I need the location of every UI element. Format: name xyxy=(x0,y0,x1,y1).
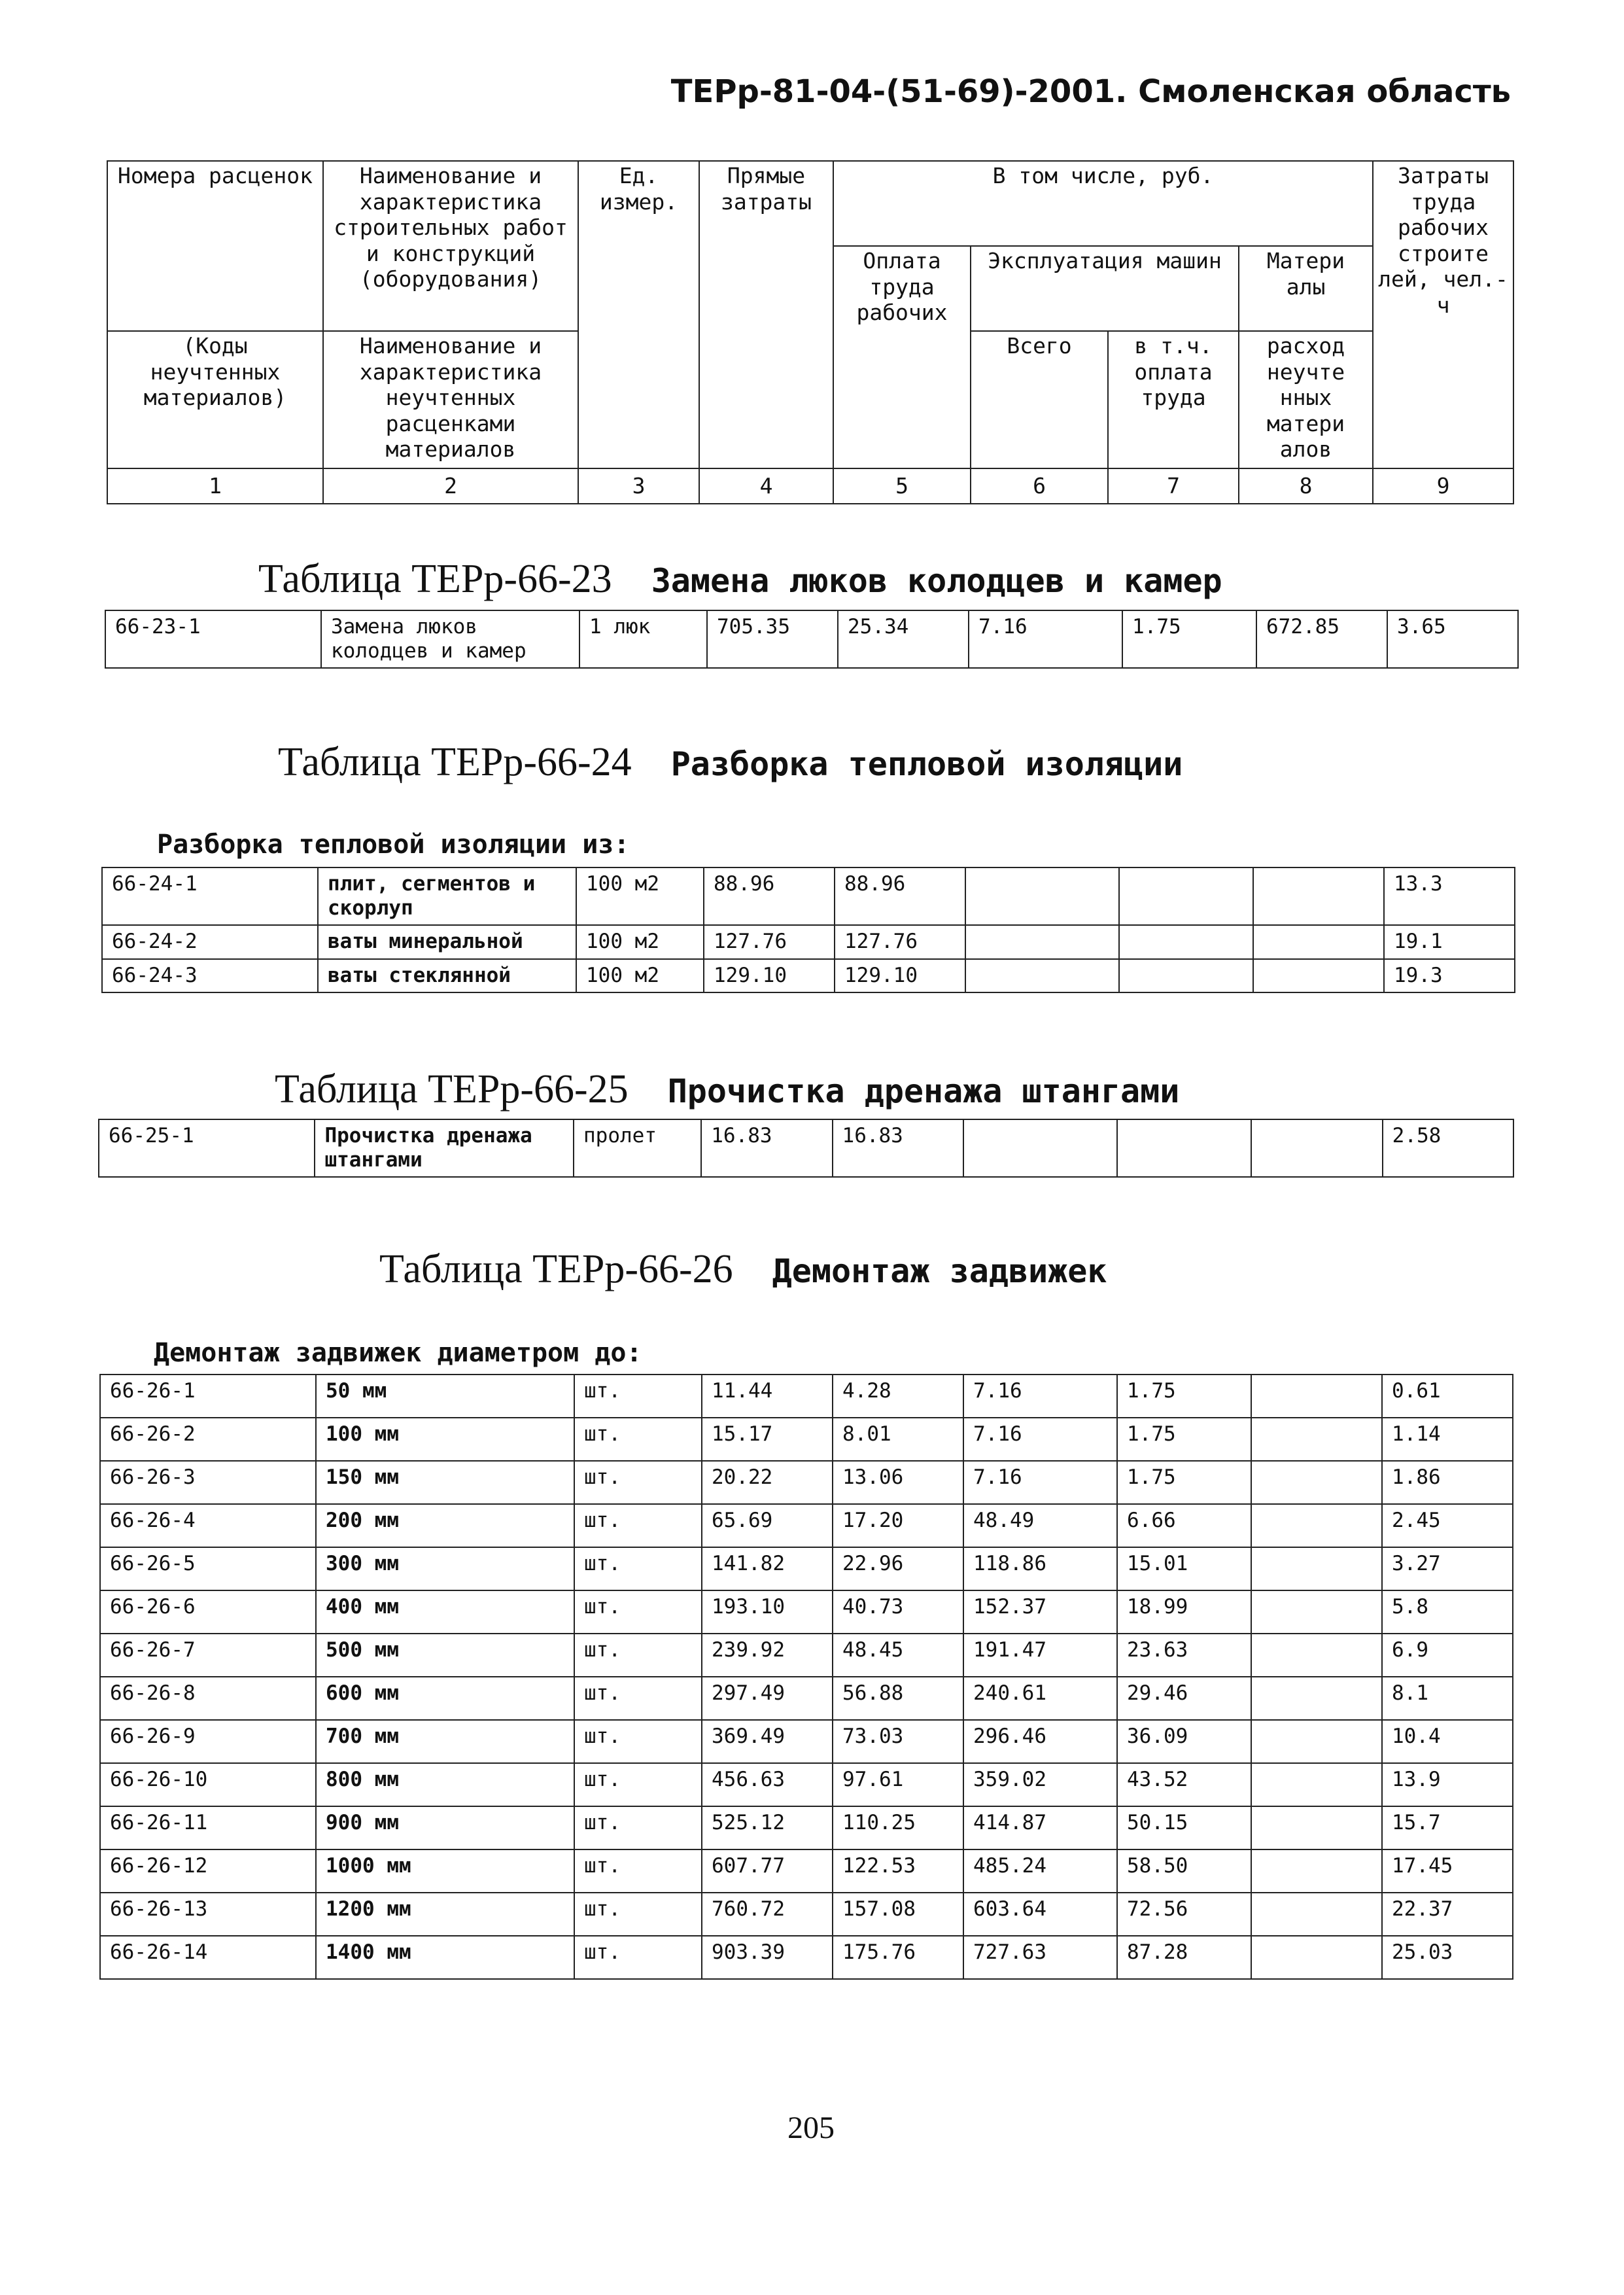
cell-mach-labor xyxy=(1117,1119,1251,1177)
cell-code: 66-26-1 xyxy=(100,1375,316,1418)
cell-mach-labor: 18.99 xyxy=(1117,1590,1251,1634)
col-number: 8 xyxy=(1239,468,1373,504)
cell-labor: 129.10 xyxy=(835,959,965,992)
cell-direct: 525.12 xyxy=(702,1806,833,1849)
cell-mat xyxy=(1251,1119,1382,1177)
col-header-machine-total: Всего xyxy=(971,331,1108,468)
cell-name: 200 мм xyxy=(316,1504,574,1547)
cell-code: 66-26-8 xyxy=(100,1677,316,1720)
cell-direct: 456.63 xyxy=(702,1763,833,1806)
cell-unit: пролет xyxy=(574,1119,701,1177)
cell-unit: шт. xyxy=(574,1547,702,1590)
cell-mat: 672.85 xyxy=(1256,610,1387,668)
col-header-unit: Ед. измер. xyxy=(578,161,699,468)
cell-hours: 25.03 xyxy=(1382,1936,1513,1979)
cell-labor: 175.76 xyxy=(833,1936,963,1979)
cell-name: 150 мм xyxy=(316,1461,574,1504)
cell-hours: 1.86 xyxy=(1382,1461,1513,1504)
cell-direct: 239.92 xyxy=(702,1634,833,1677)
cell-labor: 13.06 xyxy=(833,1461,963,1504)
cell-mat xyxy=(1251,1720,1382,1763)
cell-mach-labor: 6.66 xyxy=(1117,1504,1251,1547)
cell-labor: 88.96 xyxy=(835,867,965,925)
cell-mach-labor: 1.75 xyxy=(1122,610,1256,668)
cell-direct: 15.17 xyxy=(702,1418,833,1461)
cell-unit: 1 люк xyxy=(579,610,707,668)
cell-code: 66-24-2 xyxy=(102,925,318,958)
cell-mach: 414.87 xyxy=(963,1806,1117,1849)
table-subheading-66-26: Демонтаж задвижек диаметром до: xyxy=(154,1338,642,1368)
cell-mach: 7.16 xyxy=(969,610,1122,668)
table-title-right: Демонтаж задвижек xyxy=(772,1252,1107,1290)
table-title-left: Таблица ТЕРр-66-26 xyxy=(379,1247,733,1291)
cell-hours: 0.61 xyxy=(1382,1375,1513,1418)
cell-direct: 193.10 xyxy=(702,1590,833,1634)
cell-code: 66-26-12 xyxy=(100,1849,316,1893)
cell-code: 66-26-2 xyxy=(100,1418,316,1461)
table-title-left: Таблица ТЕРр-66-23 xyxy=(258,557,612,601)
table-subheading-66-24: Разборка тепловой изоляции из: xyxy=(157,830,630,860)
cell-hours: 13.9 xyxy=(1382,1763,1513,1806)
table-row xyxy=(100,1504,1513,1547)
cell-direct: 297.49 xyxy=(702,1677,833,1720)
cell-mach-labor xyxy=(1119,925,1253,958)
cell-unit: шт. xyxy=(574,1936,702,1979)
table-row xyxy=(100,1461,1513,1504)
col-number: 3 xyxy=(578,468,699,504)
rates-table-66-23 xyxy=(105,610,1519,669)
cell-mat xyxy=(1253,959,1384,992)
cell-labor: 56.88 xyxy=(833,1677,963,1720)
rates-table-66-25 xyxy=(98,1119,1514,1178)
column-header-table xyxy=(107,160,1514,504)
cell-labor: 22.96 xyxy=(833,1547,963,1590)
cell-direct: 141.82 xyxy=(702,1547,833,1590)
cell-mat xyxy=(1251,1375,1382,1418)
table-row xyxy=(100,1634,1513,1677)
col-header-worker-pay: Оплата труда рабочих xyxy=(833,246,971,468)
cell-labor: 40.73 xyxy=(833,1590,963,1634)
cell-mach-labor: 23.63 xyxy=(1117,1634,1251,1677)
cell-mach: 296.46 xyxy=(963,1720,1117,1763)
cell-unit: шт. xyxy=(574,1763,702,1806)
table-row xyxy=(102,867,1515,925)
table-title-right: Разборка тепловой изоляции xyxy=(670,745,1183,783)
cell-mach-labor: 36.09 xyxy=(1117,1720,1251,1763)
cell-labor: 157.08 xyxy=(833,1893,963,1936)
cell-hours: 10.4 xyxy=(1382,1720,1513,1763)
rates-table-66-26 xyxy=(99,1374,1513,1980)
table-title-66-23 xyxy=(258,556,1222,603)
cell-mat xyxy=(1251,1893,1382,1936)
cell-mach-labor: 15.01 xyxy=(1117,1547,1251,1590)
cell-mach xyxy=(965,867,1119,925)
cell-labor: 97.61 xyxy=(833,1763,963,1806)
table-row xyxy=(100,1936,1513,1979)
cell-hours: 17.45 xyxy=(1382,1849,1513,1893)
cell-code: 66-26-9 xyxy=(100,1720,316,1763)
cell-mach: 7.16 xyxy=(963,1461,1117,1504)
cell-unit: шт. xyxy=(574,1461,702,1504)
cell-labor: 73.03 xyxy=(833,1720,963,1763)
cell-name: 800 мм xyxy=(316,1763,574,1806)
cell-direct: 903.39 xyxy=(702,1936,833,1979)
cell-labor: 16.83 xyxy=(833,1119,963,1177)
cell-name: 600 мм xyxy=(316,1677,574,1720)
cell-code: 66-26-11 xyxy=(100,1806,316,1849)
cell-mach: 7.16 xyxy=(963,1418,1117,1461)
col-header-material-codes: (Коды неучтенных материалов) xyxy=(107,331,323,468)
cell-unit: шт. xyxy=(574,1893,702,1936)
table-row xyxy=(102,925,1515,958)
cell-name: ваты минеральной xyxy=(318,925,576,958)
col-header-direct-costs: Прямые затраты xyxy=(699,161,833,468)
table-title-right: Замена люков колодцев и камер xyxy=(651,562,1222,600)
cell-mat xyxy=(1251,1806,1382,1849)
cell-hours: 8.1 xyxy=(1382,1677,1513,1720)
cell-direct: 705.35 xyxy=(707,610,838,668)
table-title-right: Прочистка дренажа штангами xyxy=(667,1072,1180,1110)
table-row xyxy=(100,1806,1513,1849)
cell-direct: 369.49 xyxy=(702,1720,833,1763)
cell-unit: шт. xyxy=(574,1504,702,1547)
col-number: 4 xyxy=(699,468,833,504)
cell-unit: шт. xyxy=(574,1590,702,1634)
cell-direct: 65.69 xyxy=(702,1504,833,1547)
cell-unit: шт. xyxy=(574,1720,702,1763)
cell-hours: 5.8 xyxy=(1382,1590,1513,1634)
cell-hours: 13.3 xyxy=(1384,867,1515,925)
cell-mat xyxy=(1251,1418,1382,1461)
cell-mach-labor: 29.46 xyxy=(1117,1677,1251,1720)
table-title-left: Таблица ТЕРр-66-24 xyxy=(278,740,632,784)
table-row xyxy=(100,1375,1513,1418)
cell-unit: 100 м2 xyxy=(576,867,704,925)
cell-hours: 19.1 xyxy=(1384,925,1515,958)
cell-code: 66-24-1 xyxy=(102,867,318,925)
cell-mach: 152.37 xyxy=(963,1590,1117,1634)
col-number: 5 xyxy=(833,468,971,504)
cell-mach: 118.86 xyxy=(963,1547,1117,1590)
cell-mat xyxy=(1251,1763,1382,1806)
table-row xyxy=(100,1418,1513,1461)
cell-hours: 15.7 xyxy=(1382,1806,1513,1849)
col-number: 7 xyxy=(1108,468,1239,504)
cell-unit: шт. xyxy=(574,1418,702,1461)
cell-mach-labor xyxy=(1119,867,1253,925)
page-number: 205 xyxy=(787,2111,835,2145)
col-number: 2 xyxy=(323,468,578,504)
col-number: 9 xyxy=(1373,468,1513,504)
cell-mat xyxy=(1251,1634,1382,1677)
cell-mach: 191.47 xyxy=(963,1634,1117,1677)
cell-code: 66-26-3 xyxy=(100,1461,316,1504)
cell-mach-labor: 50.15 xyxy=(1117,1806,1251,1849)
cell-mat xyxy=(1251,1461,1382,1504)
cell-labor: 127.76 xyxy=(835,925,965,958)
cell-name: 100 мм xyxy=(316,1418,574,1461)
cell-mach-labor: 1.75 xyxy=(1117,1461,1251,1504)
table-row xyxy=(100,1763,1513,1806)
cell-unit: шт. xyxy=(574,1849,702,1893)
cell-name: ваты стеклянной xyxy=(318,959,576,992)
col-header-rate-number: Номера расценок xyxy=(107,161,323,331)
cell-code: 66-24-3 xyxy=(102,959,318,992)
cell-mach: 485.24 xyxy=(963,1849,1117,1893)
cell-code: 66-26-10 xyxy=(100,1763,316,1806)
document-header: ТЕРр-81-04-(51-69)-2001. Смоленская область xyxy=(670,73,1511,110)
cell-mat xyxy=(1251,1504,1382,1547)
table-title-left: Таблица ТЕРр-66-25 xyxy=(275,1067,629,1112)
cell-labor: 17.20 xyxy=(833,1504,963,1547)
cell-unit: 100 м2 xyxy=(576,959,704,992)
cell-unit: шт. xyxy=(574,1634,702,1677)
table-title-66-25 xyxy=(275,1066,1179,1113)
cell-mach-labor: 87.28 xyxy=(1117,1936,1251,1979)
col-header-materials: Матери алы xyxy=(1239,246,1373,331)
cell-labor: 122.53 xyxy=(833,1849,963,1893)
cell-hours: 22.37 xyxy=(1382,1893,1513,1936)
cell-hours: 1.14 xyxy=(1382,1418,1513,1461)
cell-unit: шт. xyxy=(574,1806,702,1849)
table-row xyxy=(102,959,1515,992)
cell-name: 1400 мм xyxy=(316,1936,574,1979)
table-row xyxy=(100,1893,1513,1936)
col-header-material-name: Наименование и характеристика неучтенных расценками материалов xyxy=(323,331,578,468)
cell-mat xyxy=(1253,925,1384,958)
cell-code: 66-26-4 xyxy=(100,1504,316,1547)
cell-name: 400 мм xyxy=(316,1590,574,1634)
table-title-66-24 xyxy=(278,739,1183,786)
cell-mach xyxy=(963,1119,1117,1177)
cell-direct: 129.10 xyxy=(704,959,835,992)
col-header-including: В том числе, руб. xyxy=(833,161,1373,246)
cell-direct: 11.44 xyxy=(702,1375,833,1418)
table-row xyxy=(100,1547,1513,1590)
table-row xyxy=(100,1720,1513,1763)
cell-mach-labor: 72.56 xyxy=(1117,1893,1251,1936)
cell-labor: 110.25 xyxy=(833,1806,963,1849)
col-header-labor-hours: Затраты труда рабочих строите лей, чел.-ч xyxy=(1373,161,1513,468)
cell-mach: 359.02 xyxy=(963,1763,1117,1806)
cell-hours: 3.65 xyxy=(1387,610,1518,668)
cell-hours: 2.45 xyxy=(1382,1504,1513,1547)
cell-mach xyxy=(965,959,1119,992)
cell-code: 66-26-7 xyxy=(100,1634,316,1677)
cell-mach: 48.49 xyxy=(963,1504,1117,1547)
cell-hours: 2.58 xyxy=(1383,1119,1513,1177)
cell-mat xyxy=(1251,1849,1382,1893)
col-header-work-name: Наименование и характеристика строительных работ и конструкций (оборудования) xyxy=(323,161,578,331)
col-header-machine-labor: в т.ч. оплата труда xyxy=(1108,331,1239,468)
cell-name: 300 мм xyxy=(316,1547,574,1590)
cell-mat xyxy=(1251,1547,1382,1590)
cell-unit: шт. xyxy=(574,1375,702,1418)
table-row xyxy=(100,1590,1513,1634)
cell-name: 1200 мм xyxy=(316,1893,574,1936)
cell-mach-labor: 1.75 xyxy=(1117,1375,1251,1418)
cell-direct: 127.76 xyxy=(704,925,835,958)
cell-code: 66-26-5 xyxy=(100,1547,316,1590)
cell-direct: 88.96 xyxy=(704,867,835,925)
cell-hours: 3.27 xyxy=(1382,1547,1513,1590)
cell-mat xyxy=(1251,1590,1382,1634)
cell-direct: 607.77 xyxy=(702,1849,833,1893)
cell-name: 700 мм xyxy=(316,1720,574,1763)
col-number: 6 xyxy=(971,468,1108,504)
table-row xyxy=(99,1119,1513,1177)
col-number: 1 xyxy=(107,468,323,504)
cell-name: Прочистка дренажа штангами xyxy=(315,1119,574,1177)
table-row xyxy=(105,610,1518,668)
cell-hours: 19.3 xyxy=(1384,959,1515,992)
cell-name: 500 мм xyxy=(316,1634,574,1677)
cell-mach-labor: 58.50 xyxy=(1117,1849,1251,1893)
cell-mach xyxy=(965,925,1119,958)
cell-direct: 20.22 xyxy=(702,1461,833,1504)
col-header-machine-exploitation: Эксплуатация машин xyxy=(971,246,1239,331)
cell-mat xyxy=(1253,867,1384,925)
col-header-material-consumption: расход неучте нных матери алов xyxy=(1239,331,1373,468)
cell-name: 900 мм xyxy=(316,1806,574,1849)
cell-name: 1000 мм xyxy=(316,1849,574,1893)
cell-code: 66-26-14 xyxy=(100,1936,316,1979)
cell-labor: 4.28 xyxy=(833,1375,963,1418)
cell-name: 50 мм xyxy=(316,1375,574,1418)
cell-code: 66-23-1 xyxy=(105,610,321,668)
cell-code: 66-25-1 xyxy=(99,1119,315,1177)
cell-direct: 16.83 xyxy=(701,1119,832,1177)
cell-mach-labor xyxy=(1119,959,1253,992)
cell-mat xyxy=(1251,1936,1382,1979)
cell-mat xyxy=(1251,1677,1382,1720)
cell-unit: 100 м2 xyxy=(576,925,704,958)
cell-mach-labor: 43.52 xyxy=(1117,1763,1251,1806)
table-row xyxy=(100,1677,1513,1720)
cell-mach: 727.63 xyxy=(963,1936,1117,1979)
table-title-66-26 xyxy=(379,1246,1107,1293)
cell-labor: 25.34 xyxy=(838,610,969,668)
cell-labor: 48.45 xyxy=(833,1634,963,1677)
cell-code: 66-26-6 xyxy=(100,1590,316,1634)
cell-name: плит, сегментов и скорлуп xyxy=(318,867,576,925)
cell-hours: 6.9 xyxy=(1382,1634,1513,1677)
cell-mach-labor: 1.75 xyxy=(1117,1418,1251,1461)
table-row xyxy=(100,1849,1513,1893)
cell-unit: шт. xyxy=(574,1677,702,1720)
cell-mach: 603.64 xyxy=(963,1893,1117,1936)
cell-name: Замена люков колодцев и камер xyxy=(321,610,579,668)
cell-mach: 7.16 xyxy=(963,1375,1117,1418)
cell-mach: 240.61 xyxy=(963,1677,1117,1720)
cell-code: 66-26-13 xyxy=(100,1893,316,1936)
rates-table-66-24 xyxy=(101,867,1515,993)
cell-labor: 8.01 xyxy=(833,1418,963,1461)
cell-direct: 760.72 xyxy=(702,1893,833,1936)
